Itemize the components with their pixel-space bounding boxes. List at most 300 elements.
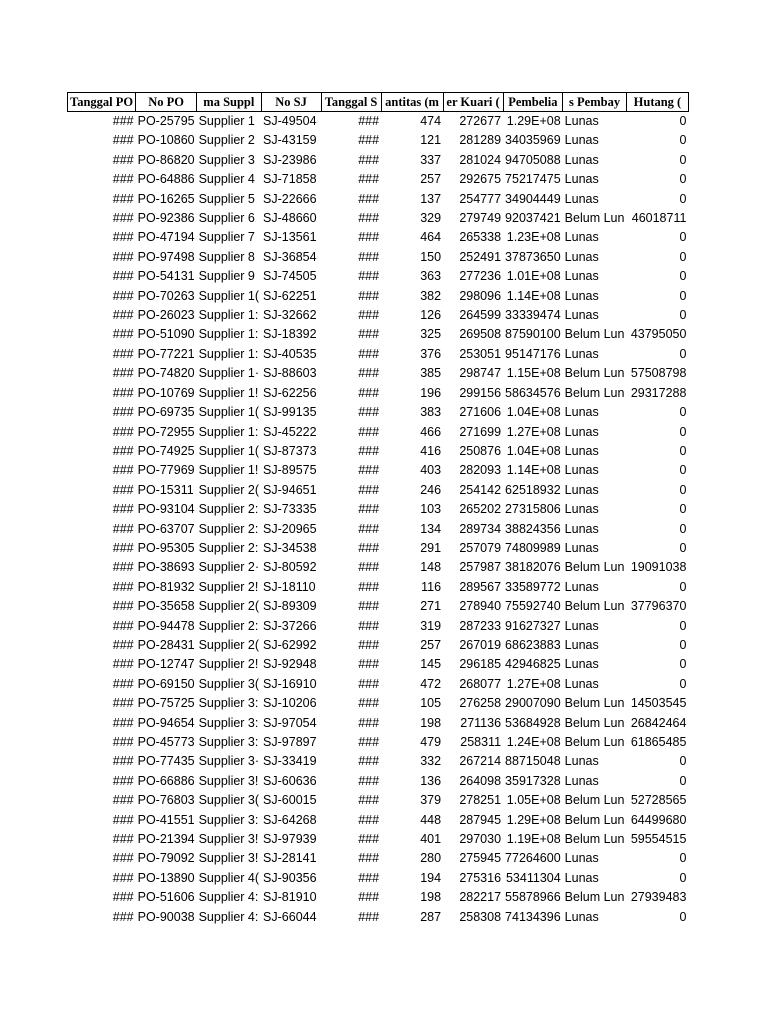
cell-kuantitas[interactable]: 382 <box>420 288 442 303</box>
cell-nama-supplier[interactable]: Supplier 2( <box>198 637 260 652</box>
cell-no-po[interactable]: PO-72955 <box>137 424 195 439</box>
header-nama-supplier[interactable]: ma Suppl <box>197 93 261 112</box>
cell-kuantitas[interactable]: 479 <box>420 735 442 749</box>
header-status-pembayaran[interactable]: s Pembay <box>563 93 627 112</box>
cell-status-pembayaran[interactable]: Lunas <box>564 773 599 788</box>
cell-hutang[interactable]: 0 <box>679 133 687 148</box>
cell-no-sj[interactable]: SJ-81910 <box>263 890 317 905</box>
cell-hutang[interactable]: 0 <box>679 773 687 788</box>
header-kuantitas[interactable]: antitas (m <box>381 93 443 112</box>
cell-status-pembayaran[interactable]: Lunas <box>564 230 599 245</box>
cell-pembelian[interactable]: 1.04E+08 <box>506 405 561 420</box>
cell-pembelian[interactable]: 38182076 <box>505 560 561 575</box>
header-harga-per-kuari[interactable]: er Kuari ( <box>443 93 503 112</box>
cell-hutang[interactable]: 0 <box>679 870 687 885</box>
cell-hutang[interactable]: 0 <box>679 579 687 594</box>
cell-harga-per-kuari[interactable]: 287945 <box>459 812 502 827</box>
cell-kuantitas[interactable]: 287 <box>420 909 442 924</box>
cell-no-sj[interactable]: SJ-71858 <box>263 172 317 187</box>
cell-no-sj[interactable]: SJ-13561 <box>263 230 317 245</box>
cell-pembelian[interactable]: 87590100 <box>505 327 561 342</box>
cell-hutang[interactable]: 29317288 <box>630 385 687 400</box>
cell-tanggal-sj[interactable]: ### <box>358 909 380 924</box>
cell-hutang[interactable]: 27939483 <box>630 890 687 905</box>
cell-no-po[interactable]: PO-64886 <box>137 172 195 187</box>
cell-no-sj[interactable]: SJ-97939 <box>263 832 317 847</box>
cell-harga-per-kuari[interactable]: 289734 <box>459 521 502 536</box>
cell-no-po[interactable]: PO-79092 <box>137 851 195 866</box>
cell-hutang[interactable]: 0 <box>679 482 687 497</box>
cell-status-pembayaran[interactable]: Lunas <box>564 114 599 128</box>
cell-status-pembayaran[interactable]: Lunas <box>564 308 599 323</box>
cell-nama-supplier[interactable]: Supplier 6 <box>198 211 255 226</box>
cell-hutang[interactable]: 59554515 <box>630 832 687 847</box>
cell-nama-supplier[interactable]: Supplier 1( <box>198 288 260 303</box>
cell-no-po[interactable]: PO-81932 <box>137 579 195 594</box>
cell-kuantitas[interactable]: 148 <box>420 560 442 575</box>
cell-no-po[interactable]: PO-74925 <box>137 443 195 458</box>
cell-tanggal-po[interactable]: ### <box>112 191 134 206</box>
cell-tanggal-sj[interactable]: ### <box>358 463 380 478</box>
cell-harga-per-kuari[interactable]: 258308 <box>459 909 502 924</box>
header-pembelian[interactable]: Pembelia <box>503 93 563 112</box>
cell-tanggal-sj[interactable]: ### <box>358 269 380 284</box>
cell-status-pembayaran[interactable]: Belum Lun <box>564 385 625 400</box>
cell-harga-per-kuari[interactable]: 275945 <box>459 851 502 866</box>
cell-no-sj[interactable]: SJ-89309 <box>263 599 317 614</box>
header-tanggal-sj[interactable]: Tanggal S <box>321 93 381 112</box>
cell-harga-per-kuari[interactable]: 287233 <box>459 618 502 633</box>
cell-tanggal-po[interactable]: ### <box>112 424 134 439</box>
cell-status-pembayaran[interactable]: Lunas <box>564 909 599 924</box>
cell-hutang[interactable]: 0 <box>679 230 687 245</box>
cell-no-po[interactable]: PO-97498 <box>137 249 195 264</box>
cell-no-po[interactable]: PO-69735 <box>137 405 195 420</box>
cell-pembelian[interactable]: 55878966 <box>505 890 561 905</box>
cell-tanggal-sj[interactable]: ### <box>358 793 380 808</box>
cell-hutang[interactable]: 0 <box>679 269 687 284</box>
cell-nama-supplier[interactable]: Supplier 4 <box>198 172 255 187</box>
cell-tanggal-sj[interactable]: ### <box>358 618 380 633</box>
cell-harga-per-kuari[interactable]: 265202 <box>459 502 502 517</box>
cell-pembelian[interactable]: 68623883 <box>505 637 561 652</box>
cell-harga-per-kuari[interactable]: 278940 <box>459 599 502 614</box>
cell-tanggal-po[interactable]: ### <box>112 152 134 167</box>
cell-pembelian[interactable]: 62518932 <box>505 482 561 497</box>
cell-no-po[interactable]: PO-63707 <box>137 521 195 536</box>
cell-nama-supplier[interactable]: Supplier 1! <box>198 463 259 478</box>
cell-no-sj[interactable]: SJ-64268 <box>263 812 317 827</box>
cell-pembelian[interactable]: 75592740 <box>505 599 561 614</box>
cell-nama-supplier[interactable]: Supplier 2: <box>198 502 259 517</box>
cell-kuantitas[interactable]: 194 <box>420 870 442 885</box>
cell-tanggal-sj[interactable]: ### <box>358 812 380 827</box>
cell-kuantitas[interactable]: 105 <box>420 696 442 711</box>
cell-harga-per-kuari[interactable]: 257987 <box>459 560 502 575</box>
cell-harga-per-kuari[interactable]: 269508 <box>459 327 502 342</box>
cell-pembelian[interactable]: 94705088 <box>505 152 561 167</box>
cell-no-sj[interactable]: SJ-34538 <box>263 540 317 555</box>
cell-no-po[interactable]: PO-94654 <box>137 715 195 730</box>
cell-hutang[interactable]: 0 <box>679 424 687 439</box>
cell-no-sj[interactable]: SJ-45222 <box>263 424 317 439</box>
cell-tanggal-po[interactable]: ### <box>112 172 134 187</box>
cell-no-sj[interactable]: SJ-60015 <box>263 793 317 808</box>
cell-hutang[interactable]: 0 <box>679 308 687 323</box>
cell-nama-supplier[interactable]: Supplier 4: <box>198 909 259 924</box>
cell-tanggal-sj[interactable]: ### <box>358 191 380 206</box>
cell-hutang[interactable]: 0 <box>679 346 687 361</box>
cell-no-sj[interactable]: SJ-80592 <box>263 560 317 575</box>
cell-nama-supplier[interactable]: Supplier 2( <box>198 599 260 614</box>
cell-harga-per-kuari[interactable]: 264098 <box>459 773 502 788</box>
cell-harga-per-kuari[interactable]: 278251 <box>459 793 502 808</box>
cell-kuantitas[interactable]: 136 <box>420 773 442 788</box>
cell-tanggal-sj[interactable]: ### <box>358 443 380 458</box>
cell-nama-supplier[interactable]: Supplier 2: <box>198 618 259 633</box>
cell-tanggal-sj[interactable]: ### <box>358 599 380 614</box>
cell-tanggal-po[interactable]: ### <box>112 657 134 672</box>
cell-kuantitas[interactable]: 464 <box>420 230 442 245</box>
cell-status-pembayaran[interactable]: Belum Lun <box>564 211 625 226</box>
cell-tanggal-po[interactable]: ### <box>112 599 134 614</box>
cell-no-sj[interactable]: SJ-60636 <box>263 773 317 788</box>
cell-nama-supplier[interactable]: Supplier 2( <box>198 482 260 497</box>
cell-tanggal-po[interactable]: ### <box>112 696 134 711</box>
cell-no-sj[interactable]: SJ-32662 <box>263 308 317 323</box>
cell-tanggal-po[interactable]: ### <box>112 463 134 478</box>
cell-nama-supplier[interactable]: Supplier 1: <box>198 308 259 323</box>
cell-tanggal-po[interactable]: ### <box>112 346 134 361</box>
cell-pembelian[interactable]: 92037421 <box>505 211 561 226</box>
cell-kuantitas[interactable]: 291 <box>420 540 442 555</box>
cell-tanggal-sj[interactable]: ### <box>358 579 380 594</box>
cell-kuantitas[interactable]: 246 <box>420 482 442 497</box>
cell-kuantitas[interactable]: 472 <box>420 676 442 691</box>
cell-tanggal-po[interactable]: ### <box>112 773 134 788</box>
cell-no-sj[interactable]: SJ-74505 <box>263 269 317 284</box>
cell-kuantitas[interactable]: 332 <box>420 754 442 769</box>
cell-kuantitas[interactable]: 363 <box>420 269 442 284</box>
cell-pembelian[interactable]: 1.27E+08 <box>506 676 561 691</box>
cell-harga-per-kuari[interactable]: 254777 <box>459 191 502 206</box>
cell-hutang[interactable]: 0 <box>679 540 687 555</box>
cell-harga-per-kuari[interactable]: 289567 <box>459 579 502 594</box>
cell-no-po[interactable]: PO-75725 <box>137 696 195 711</box>
cell-status-pembayaran[interactable]: Belum Lun <box>564 696 625 711</box>
cell-nama-supplier[interactable]: Supplier 1( <box>198 405 260 420</box>
cell-hutang[interactable]: 0 <box>679 152 687 167</box>
cell-pembelian[interactable]: 95147176 <box>505 346 561 361</box>
cell-tanggal-po[interactable]: ### <box>112 870 134 885</box>
cell-kuantitas[interactable]: 145 <box>420 657 442 672</box>
cell-nama-supplier[interactable]: Supplier 2· <box>198 560 260 575</box>
cell-no-po[interactable]: PO-54131 <box>137 269 195 284</box>
cell-no-sj[interactable]: SJ-48660 <box>263 211 317 226</box>
cell-status-pembayaran[interactable]: Lunas <box>564 443 599 458</box>
cell-nama-supplier[interactable]: Supplier 4: <box>198 890 259 905</box>
cell-status-pembayaran[interactable]: Belum Lun <box>564 715 625 730</box>
cell-harga-per-kuari[interactable]: 298096 <box>459 288 502 303</box>
cell-no-sj[interactable]: SJ-49504 <box>263 114 317 128</box>
cell-pembelian[interactable]: 53411304 <box>505 870 561 885</box>
cell-tanggal-po[interactable]: ### <box>112 618 134 633</box>
cell-pembelian[interactable]: 1.29E+08 <box>506 114 561 128</box>
cell-hutang[interactable]: 0 <box>679 909 687 924</box>
cell-nama-supplier[interactable]: Supplier 1 <box>198 114 255 128</box>
cell-no-po[interactable]: PO-21394 <box>137 832 195 847</box>
cell-nama-supplier[interactable]: Supplier 3: <box>198 812 259 827</box>
cell-pembelian[interactable]: 29007090 <box>505 696 561 711</box>
cell-harga-per-kuari[interactable]: 250876 <box>459 443 502 458</box>
cell-nama-supplier[interactable]: Supplier 3! <box>198 851 259 866</box>
cell-status-pembayaran[interactable]: Belum Lun <box>564 812 625 827</box>
cell-harga-per-kuari[interactable]: 268077 <box>459 676 502 691</box>
cell-nama-supplier[interactable]: Supplier 7 <box>198 230 255 245</box>
cell-hutang[interactable]: 19091038 <box>630 560 687 575</box>
cell-status-pembayaran[interactable]: Lunas <box>564 269 599 284</box>
cell-harga-per-kuari[interactable]: 282093 <box>459 463 502 478</box>
cell-tanggal-po[interactable]: ### <box>112 637 134 652</box>
cell-pembelian[interactable]: 38824356 <box>505 521 561 536</box>
cell-nama-supplier[interactable]: Supplier 3! <box>198 773 259 788</box>
cell-no-po[interactable]: PO-28431 <box>137 637 195 652</box>
cell-kuantitas[interactable]: 257 <box>420 637 442 652</box>
cell-hutang[interactable]: 0 <box>679 657 687 672</box>
cell-tanggal-po[interactable]: ### <box>112 308 134 323</box>
cell-harga-per-kuari[interactable]: 279749 <box>459 211 502 226</box>
cell-hutang[interactable]: 0 <box>679 172 687 187</box>
cell-nama-supplier[interactable]: Supplier 2: <box>198 521 259 536</box>
cell-tanggal-sj[interactable]: ### <box>358 870 380 885</box>
cell-no-sj[interactable]: SJ-16910 <box>263 676 317 691</box>
cell-tanggal-sj[interactable]: ### <box>358 133 380 148</box>
cell-tanggal-po[interactable]: ### <box>112 211 134 226</box>
cell-tanggal-po[interactable]: ### <box>112 890 134 905</box>
cell-hutang[interactable]: 0 <box>679 754 687 769</box>
cell-tanggal-sj[interactable]: ### <box>358 172 380 187</box>
cell-no-sj[interactable]: SJ-37266 <box>263 618 317 633</box>
cell-no-po[interactable]: PO-38693 <box>137 560 195 575</box>
cell-no-sj[interactable]: SJ-28141 <box>263 851 317 866</box>
cell-status-pembayaran[interactable]: Belum Lun <box>564 560 625 575</box>
cell-no-po[interactable]: PO-93104 <box>137 502 195 517</box>
cell-hutang[interactable]: 0 <box>679 288 687 303</box>
cell-tanggal-po[interactable]: ### <box>112 114 134 128</box>
cell-nama-supplier[interactable]: Supplier 1· <box>198 366 260 381</box>
cell-status-pembayaran[interactable]: Lunas <box>564 288 599 303</box>
cell-kuantitas[interactable]: 416 <box>420 443 442 458</box>
cell-tanggal-po[interactable]: ### <box>112 812 134 827</box>
cell-no-po[interactable]: PO-35658 <box>137 599 195 614</box>
cell-no-sj[interactable]: SJ-18392 <box>263 327 317 342</box>
cell-hutang[interactable]: 0 <box>679 463 687 478</box>
cell-status-pembayaran[interactable]: Belum Lun <box>564 599 625 614</box>
cell-kuantitas[interactable]: 329 <box>420 211 442 226</box>
cell-no-po[interactable]: PO-45773 <box>137 735 195 749</box>
cell-hutang[interactable]: 61865485 <box>630 735 687 749</box>
cell-no-po[interactable]: PO-26023 <box>137 308 195 323</box>
cell-no-po[interactable]: PO-12747 <box>137 657 195 672</box>
cell-no-po[interactable]: PO-25795 <box>137 114 195 128</box>
cell-tanggal-po[interactable]: ### <box>112 482 134 497</box>
cell-nama-supplier[interactable]: Supplier 2! <box>198 579 259 594</box>
cell-nama-supplier[interactable]: Supplier 4( <box>198 870 260 885</box>
cell-pembelian[interactable]: 1.01E+08 <box>506 269 561 284</box>
cell-pembelian[interactable]: 33589772 <box>505 579 561 594</box>
cell-nama-supplier[interactable]: Supplier 3 <box>198 152 255 167</box>
cell-hutang[interactable]: 64499680 <box>630 812 687 827</box>
cell-status-pembayaran[interactable]: Lunas <box>564 346 599 361</box>
cell-pembelian[interactable]: 88715048 <box>505 754 561 769</box>
cell-harga-per-kuari[interactable]: 299156 <box>459 385 502 400</box>
cell-harga-per-kuari[interactable]: 271136 <box>460 715 502 730</box>
cell-status-pembayaran[interactable]: Lunas <box>564 191 599 206</box>
cell-tanggal-sj[interactable]: ### <box>358 735 380 749</box>
cell-tanggal-sj[interactable]: ### <box>358 405 380 420</box>
cell-no-sj[interactable]: SJ-10206 <box>263 696 317 711</box>
cell-tanggal-sj[interactable]: ### <box>358 637 380 652</box>
cell-pembelian[interactable]: 1.23E+08 <box>506 230 561 245</box>
cell-no-sj[interactable]: SJ-90356 <box>263 870 317 885</box>
cell-tanggal-po[interactable]: ### <box>112 288 134 303</box>
cell-tanggal-po[interactable]: ### <box>112 579 134 594</box>
cell-tanggal-po[interactable]: ### <box>112 676 134 691</box>
cell-pembelian[interactable]: 1.27E+08 <box>506 424 561 439</box>
cell-no-sj[interactable]: SJ-88603 <box>263 366 317 381</box>
cell-hutang[interactable]: 0 <box>679 637 687 652</box>
cell-pembelian[interactable]: 1.29E+08 <box>506 812 561 827</box>
cell-tanggal-sj[interactable]: ### <box>358 696 380 711</box>
cell-status-pembayaran[interactable]: Lunas <box>564 540 599 555</box>
cell-no-po[interactable]: PO-94478 <box>137 618 195 633</box>
cell-status-pembayaran[interactable]: Lunas <box>564 502 599 517</box>
cell-tanggal-sj[interactable]: ### <box>358 657 380 672</box>
cell-hutang[interactable]: 37796370 <box>630 599 687 614</box>
cell-harga-per-kuari[interactable]: 257079 <box>459 540 502 555</box>
cell-tanggal-sj[interactable]: ### <box>358 424 380 439</box>
header-tanggal-po[interactable]: Tanggal PO <box>68 93 136 112</box>
cell-hutang[interactable]: 26842464 <box>630 715 687 730</box>
cell-no-sj[interactable]: SJ-20965 <box>263 521 317 536</box>
cell-no-sj[interactable]: SJ-23986 <box>263 152 317 167</box>
cell-pembelian[interactable]: 33339474 <box>505 308 561 323</box>
cell-hutang[interactable]: 0 <box>679 443 687 458</box>
cell-harga-per-kuari[interactable]: 277236 <box>459 269 502 284</box>
cell-kuantitas[interactable]: 257 <box>420 172 442 187</box>
cell-status-pembayaran[interactable]: Belum Lun <box>564 793 625 808</box>
cell-nama-supplier[interactable]: Supplier 3! <box>198 832 259 847</box>
cell-no-po[interactable]: PO-51606 <box>137 890 195 905</box>
cell-tanggal-sj[interactable]: ### <box>358 851 380 866</box>
cell-no-po[interactable]: PO-77969 <box>137 463 195 478</box>
cell-nama-supplier[interactable]: Supplier 1: <box>198 327 259 342</box>
cell-harga-per-kuari[interactable]: 265338 <box>459 230 502 245</box>
cell-tanggal-sj[interactable]: ### <box>358 249 380 264</box>
cell-nama-supplier[interactable]: Supplier 1! <box>198 385 259 400</box>
cell-harga-per-kuari[interactable]: 281289 <box>459 133 502 148</box>
cell-no-po[interactable]: PO-86820 <box>137 152 195 167</box>
cell-kuantitas[interactable]: 121 <box>420 133 442 148</box>
cell-kuantitas[interactable]: 474 <box>420 114 442 128</box>
cell-kuantitas[interactable]: 198 <box>420 715 442 730</box>
cell-harga-per-kuari[interactable]: 297030 <box>459 832 502 847</box>
cell-tanggal-sj[interactable]: ### <box>358 308 380 323</box>
cell-tanggal-po[interactable]: ### <box>112 249 134 264</box>
cell-nama-supplier[interactable]: Supplier 8 <box>198 249 255 264</box>
cell-pembelian[interactable]: 1.04E+08 <box>506 443 561 458</box>
cell-kuantitas[interactable]: 385 <box>420 366 442 381</box>
cell-kuantitas[interactable]: 280 <box>420 851 442 866</box>
cell-status-pembayaran[interactable]: Lunas <box>564 405 599 420</box>
cell-status-pembayaran[interactable]: Lunas <box>564 463 599 478</box>
cell-hutang[interactable]: 0 <box>679 676 687 691</box>
cell-no-sj[interactable]: SJ-97054 <box>263 715 317 730</box>
cell-harga-per-kuari[interactable]: 253051 <box>459 346 502 361</box>
cell-no-sj[interactable]: SJ-99135 <box>263 405 317 420</box>
cell-nama-supplier[interactable]: Supplier 3( <box>198 793 260 808</box>
cell-status-pembayaran[interactable]: Belum Lun <box>564 366 625 381</box>
cell-no-po[interactable]: PO-95305 <box>137 540 195 555</box>
cell-tanggal-po[interactable]: ### <box>112 832 134 847</box>
cell-tanggal-sj[interactable]: ### <box>358 288 380 303</box>
cell-tanggal-po[interactable]: ### <box>112 443 134 458</box>
cell-pembelian[interactable]: 27315806 <box>505 502 561 517</box>
cell-no-sj[interactable]: SJ-18110 <box>263 579 316 594</box>
cell-status-pembayaran[interactable]: Lunas <box>564 618 599 633</box>
cell-tanggal-po[interactable]: ### <box>112 540 134 555</box>
cell-hutang[interactable]: 0 <box>679 191 687 206</box>
cell-kuantitas[interactable]: 150 <box>420 249 442 264</box>
cell-harga-per-kuari[interactable]: 276258 <box>459 696 502 711</box>
header-hutang[interactable]: Hutang ( <box>626 93 688 112</box>
cell-harga-per-kuari[interactable]: 281024 <box>459 152 502 167</box>
cell-kuantitas[interactable]: 271 <box>420 599 442 614</box>
cell-hutang[interactable]: 0 <box>679 618 687 633</box>
cell-harga-per-kuari[interactable]: 254142 <box>459 482 502 497</box>
cell-hutang[interactable]: 0 <box>679 851 687 866</box>
cell-kuantitas[interactable]: 103 <box>420 502 442 517</box>
header-no-po[interactable]: No PO <box>136 93 197 112</box>
cell-no-po[interactable]: PO-15311 <box>137 482 194 497</box>
cell-no-sj[interactable]: SJ-94651 <box>263 482 317 497</box>
cell-kuantitas[interactable]: 196 <box>420 385 442 400</box>
cell-harga-per-kuari[interactable]: 271699 <box>459 424 502 439</box>
cell-no-sj[interactable]: SJ-66044 <box>263 909 317 924</box>
cell-tanggal-sj[interactable]: ### <box>358 676 380 691</box>
cell-kuantitas[interactable]: 325 <box>420 327 442 342</box>
cell-kuantitas[interactable]: 116 <box>421 579 442 594</box>
cell-no-sj[interactable]: SJ-89575 <box>263 463 317 478</box>
cell-nama-supplier[interactable]: Supplier 1: <box>198 424 259 439</box>
cell-hutang[interactable]: 0 <box>679 502 687 517</box>
cell-tanggal-po[interactable]: ### <box>112 502 134 517</box>
cell-nama-supplier[interactable]: Supplier 5 <box>198 191 255 206</box>
cell-pembelian[interactable]: 1.24E+08 <box>506 735 561 749</box>
cell-no-po[interactable]: PO-92386 <box>137 211 195 226</box>
cell-nama-supplier[interactable]: Supplier 2: <box>198 540 259 555</box>
cell-tanggal-po[interactable]: ### <box>112 405 134 420</box>
cell-tanggal-po[interactable]: ### <box>112 230 134 245</box>
cell-tanggal-sj[interactable]: ### <box>358 211 380 226</box>
cell-no-po[interactable]: PO-90038 <box>137 909 195 924</box>
cell-tanggal-sj[interactable]: ### <box>358 832 380 847</box>
cell-tanggal-po[interactable]: ### <box>112 133 134 148</box>
cell-status-pembayaran[interactable]: Lunas <box>564 754 599 769</box>
cell-tanggal-sj[interactable]: ### <box>358 114 380 128</box>
cell-kuantitas[interactable]: 379 <box>420 793 442 808</box>
cell-no-po[interactable]: PO-70263 <box>137 288 195 303</box>
